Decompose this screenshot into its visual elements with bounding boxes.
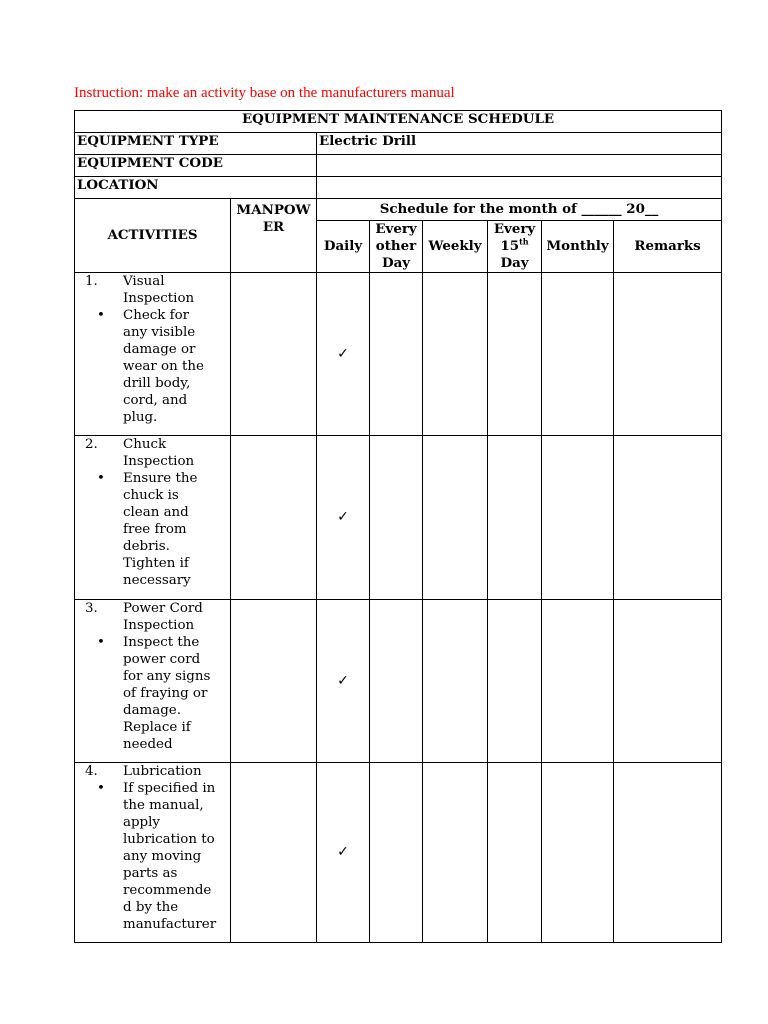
monthly-header: Monthly — [542, 221, 614, 273]
manpower-header-line1: MANPOW — [236, 202, 311, 218]
manpower-header — [231, 199, 317, 273]
activity-detail-line: lubrication to — [123, 832, 215, 847]
activity-detail-line: drill body, — [123, 376, 191, 391]
maintenance-schedule-table — [74, 110, 722, 943]
manpower-cell — [231, 600, 317, 763]
daily-check-icon: ✓ — [317, 436, 370, 600]
schedule-month-header: Schedule for the month of ______ 20__ — [317, 199, 722, 221]
activity-row — [75, 763, 722, 943]
activity-detail-line: of fraying or — [123, 686, 208, 701]
remarks-cell — [614, 600, 722, 763]
weekly-header: Weekly — [423, 221, 488, 273]
activity-detail-line: If specified in — [123, 781, 216, 796]
equipment-code-value — [317, 155, 722, 177]
activity-detail-line: Ensure the — [123, 471, 198, 486]
every-other-day-header — [370, 221, 423, 273]
bullet-icon: • — [97, 308, 105, 323]
equipment-type-label: EQUIPMENT TYPE — [75, 133, 317, 155]
daily-header: Daily — [317, 221, 370, 273]
every-other-day-cell — [370, 436, 423, 600]
activity-detail-line: clean and — [123, 505, 189, 520]
activity-title-line: Inspection — [123, 454, 195, 469]
every-other-day-cell — [370, 600, 423, 763]
remarks-header: Remarks — [614, 221, 722, 273]
manpower-cell — [231, 763, 317, 943]
activity-detail-line: chuck is — [123, 488, 179, 503]
activity-detail-line: parts as — [123, 866, 178, 881]
activity-title-line: Inspection — [123, 618, 195, 633]
activity-detail-line: Check for — [123, 308, 190, 323]
activity-cell — [75, 436, 231, 600]
activity-number: 4. — [85, 764, 98, 779]
every-15th-day-line3: Day — [500, 255, 529, 271]
activity-detail-line: free from — [123, 522, 187, 537]
location-label: LOCATION — [75, 177, 317, 199]
activity-detail-line: Replace if — [123, 720, 191, 735]
activity-cell — [75, 273, 231, 436]
daily-check-icon: ✓ — [317, 763, 370, 943]
every-other-day-line1: Every — [375, 221, 417, 237]
activity-detail-line: manufacturer — [123, 917, 217, 932]
weekly-cell — [423, 436, 488, 600]
activity-detail-line: any moving — [123, 849, 202, 864]
weekly-cell — [423, 273, 488, 436]
activity-rows — [75, 273, 722, 943]
weekly-cell — [423, 600, 488, 763]
remarks-cell — [614, 436, 722, 600]
activity-detail-line: needed — [123, 737, 173, 752]
activity-title-line: Chuck — [123, 437, 167, 452]
monthly-cell — [542, 273, 614, 436]
activity-title-line: Inspection — [123, 291, 195, 306]
activity-detail-line: any visible — [123, 325, 196, 340]
every-15th-day-cell — [488, 436, 542, 600]
monthly-cell — [542, 600, 614, 763]
every-15th-day-line1: Every — [493, 221, 536, 237]
activity-number: 3. — [85, 601, 98, 616]
activity-detail-line: Tighten if — [123, 556, 189, 571]
monthly-cell — [542, 763, 614, 943]
every-other-day-cell — [370, 763, 423, 943]
activity-title-line: Power Cord — [123, 601, 203, 616]
activity-number: 2. — [85, 437, 98, 452]
activity-detail-line: plug. — [123, 410, 158, 425]
weekly-cell — [423, 763, 488, 943]
location-value — [317, 177, 722, 199]
activity-detail-line: damage. — [123, 703, 181, 718]
monthly-cell — [542, 436, 614, 600]
every-15th-number: 15 — [500, 238, 520, 254]
activity-detail-line: Inspect the — [123, 635, 200, 650]
activity-detail-line: cord, and — [123, 393, 188, 408]
daily-check-icon: ✓ — [317, 273, 370, 436]
manpower-cell — [231, 273, 317, 436]
every-15th-day-line2 — [490, 238, 539, 255]
activity-title-line: Visual — [123, 274, 165, 289]
activity-detail-line: power cord — [123, 652, 201, 667]
activities-header: ACTIVITIES — [75, 199, 231, 273]
bullet-icon: • — [97, 635, 105, 650]
manpower-header-line2: ER — [262, 219, 285, 235]
remarks-cell — [614, 273, 722, 436]
activity-row — [75, 600, 722, 763]
table-title: EQUIPMENT MAINTENANCE SCHEDULE — [75, 111, 722, 133]
every-15th-day-cell — [488, 600, 542, 763]
daily-check-icon: ✓ — [317, 600, 370, 763]
activity-detail-line: for any signs — [123, 669, 211, 684]
activity-detail-line: recommende — [123, 883, 212, 898]
every-other-day-line2: other — [375, 238, 417, 254]
activity-cell — [75, 763, 231, 943]
activity-detail-line: d by the — [123, 900, 179, 915]
activity-detail-line: wear on the — [123, 359, 204, 374]
activity-number: 1. — [85, 274, 98, 289]
activity-detail-line: damage or — [123, 342, 196, 357]
equipment-type-value: Electric Drill — [317, 133, 722, 155]
every-15th-suffix: th — [519, 236, 529, 247]
equipment-code-label: EQUIPMENT CODE — [75, 155, 317, 177]
bullet-icon: • — [97, 471, 105, 486]
activity-row — [75, 273, 722, 436]
activity-detail-line: apply — [123, 815, 160, 830]
every-15th-day-header — [488, 221, 542, 273]
every-15th-day-cell — [488, 273, 542, 436]
activity-detail-line: debris. — [123, 539, 170, 554]
instruction-text: Instruction: make an activity base on the manufacturers manual — [74, 85, 455, 101]
activity-cell — [75, 600, 231, 763]
activity-row — [75, 436, 722, 600]
bullet-icon: • — [97, 781, 105, 796]
every-other-day-line3: Day — [381, 255, 411, 271]
every-15th-day-cell — [488, 763, 542, 943]
every-other-day-cell — [370, 273, 423, 436]
manpower-cell — [231, 436, 317, 600]
activity-title-line: Lubrication — [123, 764, 202, 779]
activity-detail-line: the manual, — [123, 798, 204, 813]
remarks-cell — [614, 763, 722, 943]
activity-detail-line: necessary — [123, 573, 191, 588]
